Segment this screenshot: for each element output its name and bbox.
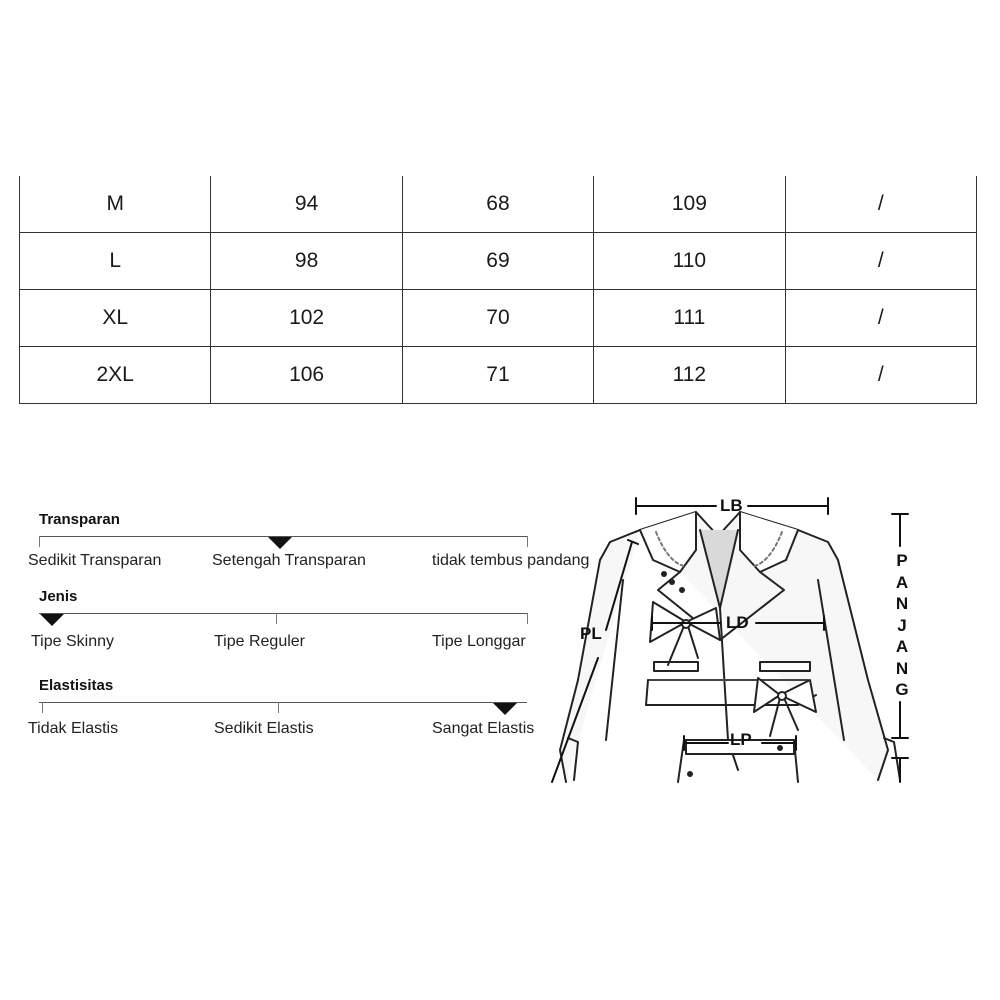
- table-cell: 111: [594, 290, 785, 347]
- table-row: [20, 233, 977, 290]
- scale-option: Tipe Longgar: [432, 633, 526, 650]
- table-cell: 70: [402, 290, 593, 347]
- scale-title: Transparan: [39, 511, 120, 528]
- table-cell: 106: [211, 347, 402, 404]
- table-row: [20, 290, 977, 347]
- panjang-letter: A: [895, 572, 909, 592]
- scale-option: Tidak Elastis: [28, 720, 119, 737]
- scale-transparan: [28, 508, 608, 578]
- table-cell: 94: [211, 176, 402, 233]
- selected-marker-icon: [40, 614, 64, 626]
- measurement-label-pl: PL: [580, 624, 602, 643]
- scale-option: Setengah Transparan: [212, 552, 366, 569]
- scale-tick: [276, 613, 277, 624]
- table-cell: XL: [20, 290, 211, 347]
- scale-tick: [278, 702, 279, 713]
- selected-marker-icon: [268, 537, 292, 549]
- table-cell: /: [785, 233, 976, 290]
- scale-option: Sedikit Elastis: [214, 720, 314, 737]
- table-cell: 69: [402, 233, 593, 290]
- table-cell: 71: [402, 347, 593, 404]
- scale-tick: [39, 536, 40, 547]
- table-cell: /: [785, 347, 976, 404]
- scale-line: [39, 702, 527, 703]
- table-cell: /: [785, 176, 976, 233]
- panjang-letter: N: [895, 658, 909, 678]
- measurement-label-panjang: [892, 550, 912, 701]
- panjang-letter: J: [897, 615, 907, 635]
- table-row: [20, 176, 977, 233]
- scale-line: [39, 613, 527, 614]
- panjang-letter: A: [895, 637, 909, 656]
- table-cell: L: [20, 233, 211, 290]
- table-cell: 2XL: [20, 347, 211, 404]
- measurement-label-lb: LB: [720, 496, 743, 515]
- panjang-letter: N: [895, 594, 909, 613]
- size-table-container: [19, 192, 977, 416]
- table-cell: M: [20, 176, 211, 233]
- selected-marker-icon: [493, 703, 517, 715]
- scale-title: Elastisitas: [39, 677, 114, 694]
- scale-tick: [527, 613, 528, 624]
- scale-tick: [42, 702, 43, 713]
- scale-option: Sedikit Transparan: [28, 552, 162, 569]
- panjang-letter: P: [896, 551, 908, 570]
- measurement-label-ld: LD: [726, 613, 749, 632]
- table-cell: 109: [594, 176, 785, 233]
- scale-title: Jenis: [39, 588, 78, 605]
- table-cell: 98: [211, 233, 402, 290]
- size-table: [19, 176, 977, 404]
- scale-elastisitas: [28, 676, 608, 746]
- scale-option: Sangat Elastis: [432, 720, 535, 737]
- table-cell: 102: [211, 290, 402, 347]
- table-cell: 68: [402, 176, 593, 233]
- scale-jenis: [28, 586, 608, 656]
- table-cell: 112: [594, 347, 785, 404]
- garment-illustration: [548, 490, 920, 782]
- scale-tick: [527, 536, 528, 547]
- table-cell: /: [785, 290, 976, 347]
- table-row: [20, 347, 977, 404]
- scale-option: Tipe Skinny: [31, 633, 114, 650]
- scale-option: tidak tembus pandang: [432, 552, 590, 569]
- measurement-label-lp: LP: [730, 730, 752, 749]
- panjang-letter: G: [895, 680, 909, 699]
- scale-option: Tipe Reguler: [214, 633, 306, 650]
- table-cell: 110: [594, 233, 785, 290]
